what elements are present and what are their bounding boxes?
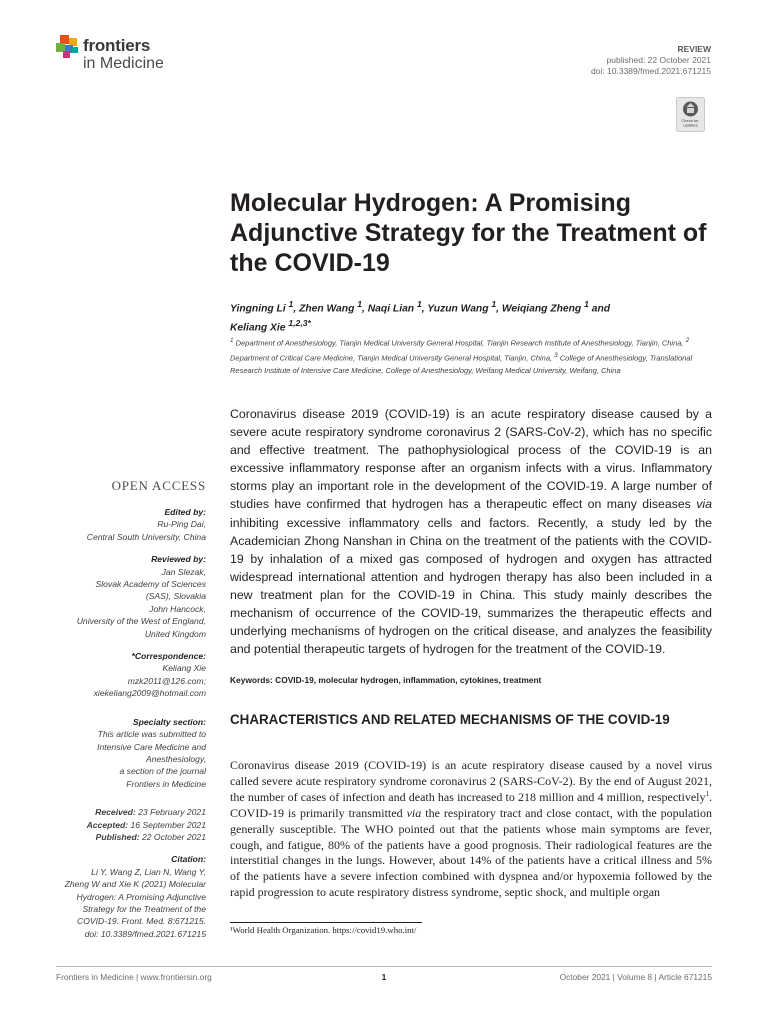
author-list: Yingning Li $^1$, Zhen Wang $^1$, Naqi Lian $^1$, Yuzun Wang $^1$, Weiqiang Zheng $^1$ and Keliang Xie $^{1,2,3*}$ — [230, 299, 611, 334]
specialty-line: This article was submitted to — [97, 729, 206, 740]
author-name[interactable]: Yingning Li — [230, 303, 286, 315]
journal-subtitle: in Medicine — [83, 55, 164, 72]
affiliations — [230, 335, 714, 378]
specialty-line: Frontiers in Medicine — [126, 778, 206, 789]
article-doi[interactable]: doi: 10.3389/fmed.2021.671215 — [590, 66, 711, 76]
citation-doi[interactable]: doi: 10.3389/fmed.2021.671215 — [84, 928, 206, 939]
specialty-line: Intensive Care Medicine and — [97, 741, 206, 752]
citation-line: Hydrogen: A Promising Adjunctive — [76, 891, 206, 902]
received-value: 23 February 2021 — [138, 807, 206, 818]
accepted-label: Accepted: — [86, 819, 129, 830]
affil-mark: 1 — [230, 337, 234, 344]
correspondence-email[interactable]: mzk2011@126.com; — [127, 675, 206, 686]
open-access-label: OPEN ACCESS — [111, 478, 206, 493]
article-title: Molecular Hydrogen: A Promising Adjunctive Strategy for the Treatment of the COVID-19 — [230, 189, 707, 277]
reviewer-line: United Kingdom — [144, 628, 206, 639]
body-text: the respiratory tract and close contact, with the population generally susceptible. The WHO pointed out that the patients whose main symptoms are fever, cough, and fatigue, 80% of the patients have a good prognosis. Their radiological features are the interstitial changes in the lungs. However, about 14% of the patients have a critical illness and 5% of the patients have a severe infection combined with dyspnea and/or hypoxemia followed by the rapid progression to acute respiratory distress syndrome, septic shock, and multiple organ — [230, 805, 713, 900]
footer-divider — [56, 966, 712, 967]
footnote[interactable]: ¹World Health Organization. https://covid19.who.int/ — [230, 925, 417, 935]
accepted-value: 16 September 2021 — [130, 819, 206, 830]
editor-line: Ru-Ping Dai, — [157, 519, 206, 530]
reviewer-line: John Hancock, — [149, 603, 206, 614]
reviewer-line: (SAS), Slovakia — [145, 591, 206, 602]
received-label: Received: — [95, 807, 136, 818]
author-name[interactable]: Yuzun Wang — [427, 303, 489, 315]
editor-line: Central South University, China — [86, 531, 206, 542]
correspondence-email[interactable]: xiekeliang2009@hotmail.com — [93, 688, 206, 699]
footnote-ref[interactable]: 1 — [705, 789, 709, 798]
received-date — [40, 806, 206, 818]
abstract-italic: via — [696, 497, 712, 512]
reviewer-line: University of the West of England, — [76, 616, 206, 627]
affil-mark: 2 — [685, 337, 690, 344]
citation-heading: Citation: — [171, 854, 206, 865]
specialty-line: Anesthesiology, — [145, 753, 206, 764]
affil-text: Department of Critical Care Medicine, Tianjin Medical University General Hospital, Tianjin, China, — [230, 353, 555, 363]
check-updates-icon — [683, 102, 698, 117]
citation-line: Strategy for the Treatment of the — [82, 903, 206, 914]
footer-journal[interactable]: Frontiers in Medicine | www.frontiersin.org — [56, 972, 212, 982]
check-for-updates-badge[interactable] — [676, 97, 705, 132]
correspondence-heading: *Correspondence: — [131, 651, 206, 662]
citation-line: COVID-19. Front. Med. 8:671215. — [77, 916, 206, 927]
journal-name: frontiers — [83, 36, 151, 55]
frontiers-logo-icon — [56, 35, 80, 59]
author-affil-mark: 1,2,3 — [288, 318, 308, 329]
corresponding-mark: * — [307, 318, 311, 329]
correspondence-line: Keliang Xie — [162, 663, 206, 674]
abstract — [230, 405, 712, 658]
published-value: 22 October 2021 — [141, 831, 206, 842]
journal-logo[interactable] — [56, 33, 196, 81]
author-affil-mark: 1 — [288, 299, 294, 309]
author-affil-mark: 1 — [357, 299, 363, 309]
body-italic: via — [406, 805, 422, 820]
published-date-sidebar — [40, 831, 206, 843]
author-affil-mark: 1 — [584, 299, 589, 309]
body-text: . COVID-19 is primarily transmitted — [230, 789, 712, 820]
affil-mark: 3 — [554, 352, 558, 359]
author-affil-mark: 1 — [416, 299, 422, 309]
section-heading: CHARACTERISTICS AND RELATED MECHANISMS OF THE COVID-19 — [230, 712, 670, 727]
reviewed-by-heading: Reviewed by: — [151, 554, 206, 565]
published-date: published: 22 October 2021 — [606, 55, 711, 65]
author-name[interactable]: Naqi Lian — [367, 303, 415, 315]
article-meta — [591, 44, 711, 77]
abstract-text: inhibiting excessive inflammatory cells and factors. Recently, a study led by the Academician Zhong Nanshan in China on the treatment of the patients with the COVID-19 by inhalation of a mixed gas composed of hydrogen and oxygen has attracted widespread international attention and hydrogen therapy has also been included in a new treatment plan for the COVID-19 in China. This study mainly describes the mechanism of occurrence of the COVID-19, summarizes the therapeutic effects and underlying mechanisms of hydrogen on the critical disease, and analyzes the feasibility and potential therapeutic targets of hydrogen for the treatment of the COVID-19. — [230, 515, 712, 657]
citation-line: Li Y, Wang Z, Lian N, Wang Y, — [91, 866, 206, 877]
check-updates-label: Check for updates — [681, 118, 699, 128]
author-name[interactable]: Keliang Xie — [230, 322, 286, 334]
reviewer-line: Jan Slezak, — [161, 566, 206, 577]
footnote-divider — [230, 922, 422, 923]
footer-issue: October 2021 | Volume 8 | Article 671215 — [559, 972, 712, 982]
article-type: REVIEW — [677, 44, 711, 54]
citation-line: Zheng W and Xie K (2021) Molecular — [64, 879, 206, 890]
edited-by-heading: Edited by: — [164, 507, 206, 517]
keywords: Keywords: COVID-19, molecular hydrogen, inflammation, cytokines, treatment — [230, 675, 542, 685]
abstract-text: Coronavirus disease 2019 (COVID-19) is an acute respiratory disease caused by a severe acute respiratory syndrome coronavirus 2 (SARS-CoV-2), which has no specific and effective treatment. The pathophysiological process of the COVID-19 is an excessive inflammatory response after an organism infects with a virus. Inflammatory storms play an important role in the development of the COVID-19. A large number of studies have confirmed that hydrogen has a therapeutic effect on many diseases — [230, 407, 712, 512]
body-text: Coronavirus disease 2019 (COVID-19) is an acute respiratory disease caused by a novel virus called severe acute respiratory syndrome coronavirus 2 (SARS-CoV-2). By the end of August 2021, the number of cases of infection and death has increased to 218 million and 4 million, respectively — [230, 758, 712, 804]
published-label: Published: — [95, 831, 140, 842]
author-name[interactable]: Zhen Wang — [299, 303, 355, 315]
author-name[interactable]: Weiqiang Zheng — [501, 303, 582, 315]
affil-text: College of Anesthesiology, Translational Research Institute of Intensive Care Medicine, College of Anesthesiology, Weifang Medical University, Weifang, China — [230, 353, 693, 375]
reviewer-line: Slovak Academy of Sciences — [95, 579, 206, 590]
body-paragraph — [230, 758, 712, 901]
specialty-heading: Specialty section: — [132, 716, 206, 727]
author-affil-mark: 1 — [491, 299, 497, 309]
article-info-sidebar — [40, 506, 206, 940]
specialty-line: a section of the journal — [119, 766, 206, 777]
accepted-date — [40, 819, 206, 831]
affil-text: Department of Anesthesiology, Tianjin Medical University General Hospital, Tianjin Research Institute of Anesthesiology, Tianjin, China, — [233, 338, 686, 348]
page-number: 1 — [381, 972, 387, 982]
